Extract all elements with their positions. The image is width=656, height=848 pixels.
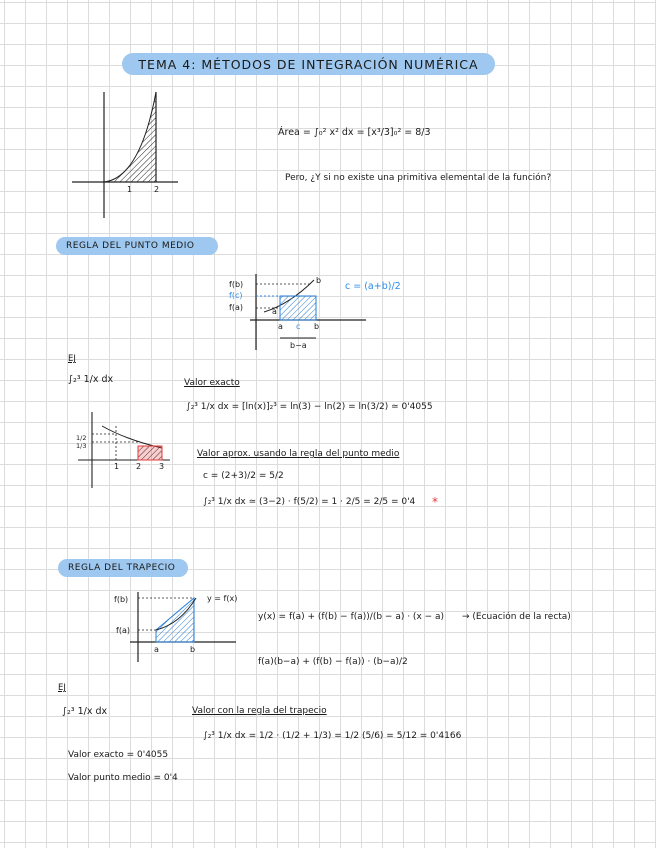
mp-fb: f(b)	[229, 280, 244, 289]
mp-c: c	[296, 322, 301, 331]
mp-a: a	[278, 322, 283, 331]
ej1-graph	[72, 410, 172, 490]
intro-tick-2: 2	[154, 185, 160, 194]
trap-area-formula: f(a)(b−a) + (f(b) − f(a)) · (b−a)/2	[258, 657, 408, 667]
c-formula: c = (a+b)/2	[345, 281, 401, 292]
approx-label: Valor aprox. usando la regla del punto medio	[197, 449, 400, 459]
trap-label: Valor con la regla del trapecio	[192, 706, 327, 716]
mp-b: b	[314, 322, 320, 331]
tr-a: a	[154, 645, 159, 654]
page-title: TEMA 4: MÉTODOS DE INTEGRACIÓN NUMÉRICA	[122, 53, 495, 75]
line-note: → (Ecuación de la recta)	[462, 612, 571, 622]
mp-fa: f(a)	[229, 303, 243, 312]
trap-formula: ∫₂³ 1/x dx = 1/2 · (1/2 + 1/3) = 1/2 (5/6) = 5/12 = 0'4166	[203, 731, 462, 741]
ej1-label: EJ	[68, 354, 76, 364]
line-equation: y(x) = f(a) + (f(b) − f(a))/(b − a) · (x − a)	[258, 612, 445, 622]
tr-fb: f(b)	[114, 595, 129, 604]
exact-value: Valor exacto = 0'4055	[68, 750, 169, 760]
approx-formula: ∫₂³ 1/x dx ≃ (3−2) · f(5/2) = 1 · 2/5 = 2/5 = 0'4	[203, 497, 416, 507]
ej2-integral: ∫₂³ 1/x dx	[62, 706, 108, 717]
tr-fa: f(a)	[116, 626, 130, 635]
c-calc: c = (2+3)/2 = 5/2	[203, 471, 284, 481]
ej1-tick-3: 3	[159, 462, 165, 471]
star-mark: *	[432, 495, 438, 509]
exact-formula: ∫₂³ 1/x dx = [ln(x)]₂³ = ln(3) − ln(2) = ln(3/2) ≃ 0'4055	[186, 402, 433, 412]
midpoint-value: Valor punto medio = 0'4	[68, 773, 178, 783]
tr-b: b	[190, 645, 196, 654]
heading-punto-medio: REGLA DEL PUNTO MEDIO	[56, 237, 218, 255]
mp-b-top: b	[316, 276, 322, 285]
intro-tick-1: 1	[127, 185, 133, 194]
mp-a-top: a	[272, 307, 277, 316]
area-formula: Área = ∫₀² x² dx = [x³/3]₀² = 8/3	[278, 127, 431, 138]
ej1-y-half: 1/2	[76, 434, 87, 442]
question-text: Pero, ¿Y si no existe una primitiva elemental de la función?	[285, 173, 552, 183]
ej1-integral: ∫₂³ 1/x dx	[68, 374, 114, 385]
mp-fc: f(c)	[229, 291, 243, 300]
mp-width: b−a	[290, 341, 307, 350]
exact-label: Valor exacto	[184, 378, 240, 388]
ej1-tick-1: 1	[114, 462, 120, 471]
intro-graph	[70, 90, 180, 225]
heading-trapecio: REGLA DEL TRAPECIO	[58, 559, 188, 577]
ej2-label: EJ	[58, 683, 66, 693]
ej1-tick-2: 2	[136, 462, 142, 471]
ej1-y-third: 1/3	[76, 442, 87, 450]
tr-curve: y = f(x)	[207, 594, 238, 603]
